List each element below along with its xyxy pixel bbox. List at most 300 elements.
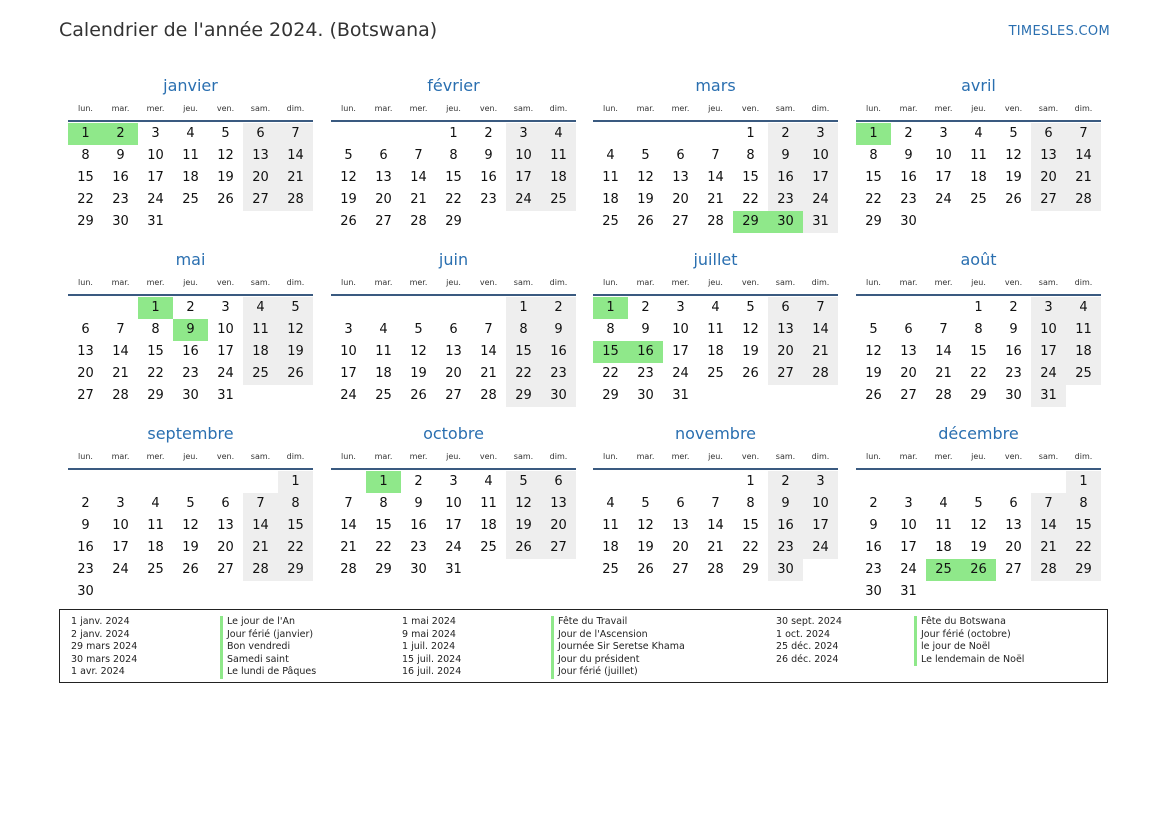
- day-cell: 26: [506, 537, 541, 559]
- day-cell: 12: [506, 493, 541, 515]
- day-cell: 16: [480, 170, 497, 185]
- legend-date: 30 mars 2024: [71, 653, 138, 665]
- day-cell: 6: [676, 496, 685, 511]
- day-cell: 18: [1066, 341, 1101, 363]
- day-cell: 27: [768, 363, 803, 385]
- legend-holiday-name: Jour férié (juillet): [551, 666, 685, 679]
- day-cell: 14: [410, 170, 427, 185]
- month-name: novembre: [674, 424, 757, 443]
- day-cell: 2: [484, 126, 493, 141]
- day-cell: 9: [414, 496, 423, 511]
- day-cell: 29: [77, 214, 94, 229]
- day-cell: 3: [344, 322, 353, 337]
- day-cell: 12: [865, 344, 882, 359]
- weekday-label: sam.: [250, 104, 271, 113]
- day-cell: 2: [904, 126, 913, 141]
- day-cell: 9: [768, 493, 803, 515]
- month-name: avril: [961, 76, 996, 95]
- day-cell: 7: [278, 123, 313, 145]
- empty-cell: [996, 471, 1031, 493]
- day-cell: 30: [768, 559, 803, 581]
- empty-cell: [103, 471, 138, 493]
- day-cell: 27: [1031, 189, 1066, 211]
- legend-holiday-name: le jour de Noël: [914, 641, 1024, 654]
- day-cell: 8: [278, 493, 313, 515]
- day-cell: 7: [1031, 493, 1066, 515]
- day-cell: 2: [414, 474, 423, 489]
- day-cell: 12: [182, 518, 199, 533]
- day-cell: 30: [182, 388, 199, 403]
- day-cell: 7: [484, 322, 493, 337]
- day-cell: 22: [742, 192, 759, 207]
- day-cell: 7: [711, 148, 720, 163]
- day-cell: 29: [742, 562, 759, 577]
- day-cell: 21: [707, 192, 724, 207]
- empty-cell: [698, 123, 733, 145]
- day-cell: 12: [970, 518, 987, 533]
- weekday-label: lun.: [603, 452, 618, 461]
- day-cell: 16: [77, 540, 94, 555]
- day-cell: 24: [935, 192, 952, 207]
- weekday-label: ven.: [1004, 104, 1023, 113]
- day-cell: 21: [278, 167, 313, 189]
- month-block: [593, 422, 838, 581]
- day-cell: 1: [449, 126, 458, 141]
- day-cell: 3: [803, 471, 838, 493]
- day-cell: 8: [746, 496, 755, 511]
- day-cell: 6: [1031, 123, 1066, 145]
- day-cell: 28: [410, 214, 427, 229]
- day-cell: 8: [81, 148, 90, 163]
- day-cell: 4: [711, 300, 720, 315]
- days-grid: [68, 471, 313, 603]
- legend-holiday-name: Le lundi de Pâques: [220, 666, 316, 679]
- weekday-label: ven.: [1004, 278, 1023, 287]
- day-cell: 2: [869, 496, 878, 511]
- day-cell: 6: [243, 123, 278, 145]
- day-cell: 10: [147, 148, 164, 163]
- legend-date: 2 janv. 2024: [71, 628, 130, 640]
- day-cell: 9: [541, 319, 576, 341]
- weekday-label: dim.: [811, 452, 830, 461]
- day-cell: 25: [147, 562, 164, 577]
- weekday-label: mar.: [374, 452, 393, 461]
- empty-cell: [401, 297, 436, 319]
- day-cell: 28: [243, 559, 278, 581]
- day-cell: 9: [1009, 322, 1018, 337]
- empty-cell: [401, 123, 436, 145]
- weekday-label: mar.: [899, 104, 918, 113]
- day-cell: 21: [410, 192, 427, 207]
- day-cell: 4: [484, 474, 493, 489]
- day-cell: 17: [112, 540, 129, 555]
- day-cell: 15: [742, 518, 759, 533]
- day-cell: 14: [480, 344, 497, 359]
- day-cell: 1: [366, 471, 401, 493]
- day-cell: 28: [707, 214, 724, 229]
- day-cell: 8: [974, 322, 983, 337]
- day-cell: 8: [379, 496, 388, 511]
- day-cell: 5: [869, 322, 878, 337]
- month-block: [331, 74, 576, 233]
- weekday-label: lun.: [341, 452, 356, 461]
- day-cell: 4: [974, 126, 983, 141]
- day-cell: 3: [803, 123, 838, 145]
- day-cell: 21: [1031, 537, 1066, 559]
- day-cell: 6: [676, 148, 685, 163]
- day-cell: 5: [186, 496, 195, 511]
- day-cell: 5: [746, 300, 755, 315]
- day-cell: 11: [707, 322, 724, 337]
- day-cell: 22: [375, 540, 392, 555]
- empty-cell: [856, 297, 891, 319]
- day-cell: 5: [641, 148, 650, 163]
- day-cell: 4: [541, 123, 576, 145]
- day-cell: 21: [707, 540, 724, 555]
- day-cell: 17: [900, 540, 917, 555]
- day-cell: 29: [865, 214, 882, 229]
- weekday-label: sam.: [1038, 104, 1059, 113]
- day-cell: 19: [637, 540, 654, 555]
- day-cell: 14: [243, 515, 278, 537]
- day-cell: 7: [1066, 123, 1101, 145]
- weekday-header: [593, 448, 838, 470]
- weekday-label: lun.: [78, 104, 93, 113]
- day-cell: 22: [445, 192, 462, 207]
- day-cell: 6: [81, 322, 90, 337]
- day-cell: 28: [1066, 189, 1101, 211]
- weekday-label: sam.: [1038, 278, 1059, 287]
- day-cell: 12: [637, 518, 654, 533]
- day-cell: 10: [935, 148, 952, 163]
- day-cell: 11: [970, 148, 987, 163]
- day-cell: 22: [1066, 537, 1101, 559]
- days-grid: [331, 123, 576, 233]
- day-cell: 21: [112, 366, 129, 381]
- day-cell: 19: [340, 192, 357, 207]
- weekday-label: jeu.: [446, 452, 461, 461]
- day-cell: 3: [221, 300, 230, 315]
- day-cell: 17: [217, 344, 234, 359]
- day-cell: 26: [182, 562, 199, 577]
- empty-cell: [331, 471, 366, 493]
- weekday-header: [331, 448, 576, 470]
- day-cell: 23: [865, 562, 882, 577]
- month-block: [856, 248, 1101, 407]
- day-cell: 29: [278, 559, 313, 581]
- day-cell: 9: [484, 148, 493, 163]
- weekday-header: [856, 448, 1101, 470]
- weekday-label: ven.: [216, 278, 235, 287]
- day-cell: 25: [480, 540, 497, 555]
- day-cell: 23: [112, 192, 129, 207]
- day-cell: 6: [768, 297, 803, 319]
- day-cell: 1: [1066, 471, 1101, 493]
- day-cell: 2: [768, 123, 803, 145]
- day-cell: 13: [900, 344, 917, 359]
- day-cell: 6: [904, 322, 913, 337]
- day-cell: 30: [112, 214, 129, 229]
- day-cell: 27: [445, 388, 462, 403]
- weekday-label: mer.: [409, 452, 428, 461]
- day-cell: 16: [112, 170, 129, 185]
- weekday-label: mer.: [934, 452, 953, 461]
- day-cell: 16: [768, 515, 803, 537]
- day-cell: 15: [1066, 515, 1101, 537]
- month-name: septembre: [147, 424, 234, 443]
- day-cell: 14: [340, 518, 357, 533]
- empty-cell: [926, 471, 961, 493]
- day-cell: 2: [1009, 300, 1018, 315]
- day-cell: 9: [116, 148, 125, 163]
- empty-cell: [68, 297, 103, 319]
- day-cell: 25: [926, 559, 961, 581]
- day-cell: 31: [803, 211, 838, 233]
- weekday-label: lun.: [341, 278, 356, 287]
- day-cell: 7: [243, 493, 278, 515]
- weekday-label: lun.: [341, 104, 356, 113]
- weekday-label: dim.: [286, 278, 305, 287]
- day-cell: 22: [147, 366, 164, 381]
- empty-cell: [856, 471, 891, 493]
- weekday-label: ven.: [216, 104, 235, 113]
- day-cell: 10: [672, 322, 689, 337]
- empty-cell: [103, 297, 138, 319]
- day-cell: 3: [1031, 297, 1066, 319]
- day-cell: 15: [742, 170, 759, 185]
- days-grid: [331, 297, 576, 407]
- legend-holiday-name: Bon vendredi: [220, 641, 316, 654]
- day-cell: 25: [602, 562, 619, 577]
- weekday-label: dim.: [811, 278, 830, 287]
- day-cell: 1: [506, 297, 541, 319]
- month-block: [856, 422, 1101, 603]
- legend-date: 1 avr. 2024: [71, 666, 125, 678]
- legend-date: 1 mai 2024: [402, 616, 456, 627]
- day-cell: 17: [147, 170, 164, 185]
- day-cell: 25: [541, 189, 576, 211]
- day-cell: 1: [974, 300, 983, 315]
- day-cell: 5: [641, 496, 650, 511]
- day-cell: 31: [147, 214, 164, 229]
- day-cell: 12: [340, 170, 357, 185]
- weekday-label: dim.: [549, 452, 568, 461]
- day-cell: 29: [1066, 559, 1101, 581]
- weekday-label: jeu.: [183, 452, 198, 461]
- weekday-label: jeu.: [446, 278, 461, 287]
- day-cell: 26: [217, 192, 234, 207]
- days-grid: [593, 471, 838, 581]
- day-cell: 16: [768, 167, 803, 189]
- day-cell: 30: [900, 214, 917, 229]
- weekday-label: dim.: [1074, 278, 1093, 287]
- weekday-label: ven.: [741, 452, 760, 461]
- day-cell: 1: [746, 126, 755, 141]
- day-cell: 27: [900, 388, 917, 403]
- weekday-header: [593, 100, 838, 122]
- legend-date: 16 juil. 2024: [402, 666, 462, 678]
- day-cell: 2: [768, 471, 803, 493]
- day-cell: 13: [672, 518, 689, 533]
- weekday-label: sam.: [513, 104, 534, 113]
- day-cell: 22: [970, 366, 987, 381]
- month-name: mars: [695, 76, 736, 95]
- legend-dates-col-3: [776, 616, 842, 666]
- days-grid: [593, 123, 838, 233]
- weekday-label: jeu.: [708, 104, 723, 113]
- day-cell: 10: [506, 145, 541, 167]
- day-cell: 7: [344, 496, 353, 511]
- empty-cell: [366, 297, 401, 319]
- day-cell: 22: [602, 366, 619, 381]
- day-cell: 6: [449, 322, 458, 337]
- weekday-label: mer.: [146, 104, 165, 113]
- day-cell: 29: [970, 388, 987, 403]
- day-cell: 21: [340, 540, 357, 555]
- day-cell: 15: [77, 170, 94, 185]
- weekday-label: mer.: [409, 104, 428, 113]
- day-cell: 23: [77, 562, 94, 577]
- month-block: [68, 422, 313, 603]
- day-cell: 24: [672, 366, 689, 381]
- day-cell: 18: [375, 366, 392, 381]
- legend-date: 1 oct. 2024: [776, 628, 831, 640]
- day-cell: 20: [217, 540, 234, 555]
- day-cell: 18: [541, 167, 576, 189]
- day-cell: 17: [506, 167, 541, 189]
- day-cell: 11: [375, 344, 392, 359]
- day-cell: 19: [278, 341, 313, 363]
- empty-cell: [593, 123, 628, 145]
- month-name: janvier: [163, 76, 218, 95]
- empty-cell: [628, 471, 663, 493]
- day-cell: 24: [147, 192, 164, 207]
- day-cell: 3: [676, 300, 685, 315]
- day-cell: 28: [480, 388, 497, 403]
- weekday-label: mer.: [934, 278, 953, 287]
- day-cell: 8: [151, 322, 160, 337]
- weekday-label: mar.: [111, 104, 130, 113]
- day-cell: 22: [506, 363, 541, 385]
- weekday-label: mar.: [374, 278, 393, 287]
- weekday-label: mar.: [374, 104, 393, 113]
- days-grid: [593, 297, 838, 407]
- weekday-label: jeu.: [971, 104, 986, 113]
- day-cell: 5: [344, 148, 353, 163]
- weekday-label: ven.: [741, 104, 760, 113]
- day-cell: 29: [602, 388, 619, 403]
- day-cell: 20: [1031, 167, 1066, 189]
- day-cell: 2: [81, 496, 90, 511]
- day-cell: 31: [217, 388, 234, 403]
- weekday-label: lun.: [866, 278, 881, 287]
- day-cell: 10: [217, 322, 234, 337]
- day-cell: 26: [637, 562, 654, 577]
- day-cell: 14: [707, 518, 724, 533]
- weekday-label: dim.: [549, 104, 568, 113]
- weekday-label: mar.: [899, 278, 918, 287]
- weekday-header: [856, 274, 1101, 296]
- weekday-label: mer.: [934, 104, 953, 113]
- day-cell: 24: [506, 189, 541, 211]
- day-cell: 15: [375, 518, 392, 533]
- day-cell: 23: [541, 363, 576, 385]
- empty-cell: [331, 123, 366, 145]
- day-cell: 6: [379, 148, 388, 163]
- day-cell: 20: [541, 515, 576, 537]
- brand-link[interactable]: TIMESLES.COM: [1008, 24, 1110, 39]
- day-cell: 17: [445, 518, 462, 533]
- weekday-header: [331, 274, 576, 296]
- day-cell: 3: [116, 496, 125, 511]
- day-cell: 17: [935, 170, 952, 185]
- day-cell: 17: [340, 366, 357, 381]
- day-cell: 7: [711, 496, 720, 511]
- day-cell: 4: [379, 322, 388, 337]
- day-cell: 30: [1005, 388, 1022, 403]
- day-cell: 19: [742, 344, 759, 359]
- day-cell: 28: [340, 562, 357, 577]
- day-cell: 25: [707, 366, 724, 381]
- day-cell: 3: [904, 496, 913, 511]
- month-name: juillet: [693, 250, 738, 269]
- month-name: mai: [175, 250, 206, 269]
- month-block: [331, 422, 576, 581]
- legend-dates-col-1: [71, 616, 137, 679]
- weekday-label: sam.: [775, 104, 796, 113]
- day-cell: 13: [768, 319, 803, 341]
- day-cell: 11: [602, 518, 619, 533]
- weekday-label: jeu.: [446, 104, 461, 113]
- month-block: [856, 74, 1101, 233]
- month-block: [593, 74, 838, 233]
- day-cell: 30: [768, 211, 803, 233]
- day-cell: 7: [803, 297, 838, 319]
- day-cell: 15: [445, 170, 462, 185]
- day-cell: 14: [278, 145, 313, 167]
- day-cell: 14: [803, 319, 838, 341]
- empty-cell: [243, 471, 278, 493]
- month-block: [68, 248, 313, 407]
- day-cell: 2: [541, 297, 576, 319]
- day-cell: 27: [243, 189, 278, 211]
- day-cell: 20: [375, 192, 392, 207]
- day-cell: 11: [243, 319, 278, 341]
- legend-date: 1 juil. 2024: [402, 641, 456, 653]
- day-cell: 16: [541, 341, 576, 363]
- day-cell: 23: [410, 540, 427, 555]
- weekday-label: ven.: [479, 278, 498, 287]
- weekday-label: dim.: [549, 278, 568, 287]
- legend-names-col-2: [551, 616, 685, 679]
- day-cell: 25: [1066, 363, 1101, 385]
- holiday-legend: [59, 609, 1108, 683]
- weekday-label: jeu.: [971, 452, 986, 461]
- weekday-label: mer.: [671, 452, 690, 461]
- day-cell: 29: [445, 214, 462, 229]
- day-cell: 16: [1005, 344, 1022, 359]
- day-cell: 13: [541, 493, 576, 515]
- weekday-label: sam.: [250, 452, 271, 461]
- weekday-label: sam.: [250, 278, 271, 287]
- weekday-label: jeu.: [183, 104, 198, 113]
- day-cell: 26: [742, 366, 759, 381]
- day-cell: 19: [1005, 170, 1022, 185]
- day-cell: 20: [77, 366, 94, 381]
- day-cell: 7: [116, 322, 125, 337]
- legend-holiday-name: Journée Sir Seretse Khama: [551, 641, 685, 654]
- days-grid: [68, 297, 313, 407]
